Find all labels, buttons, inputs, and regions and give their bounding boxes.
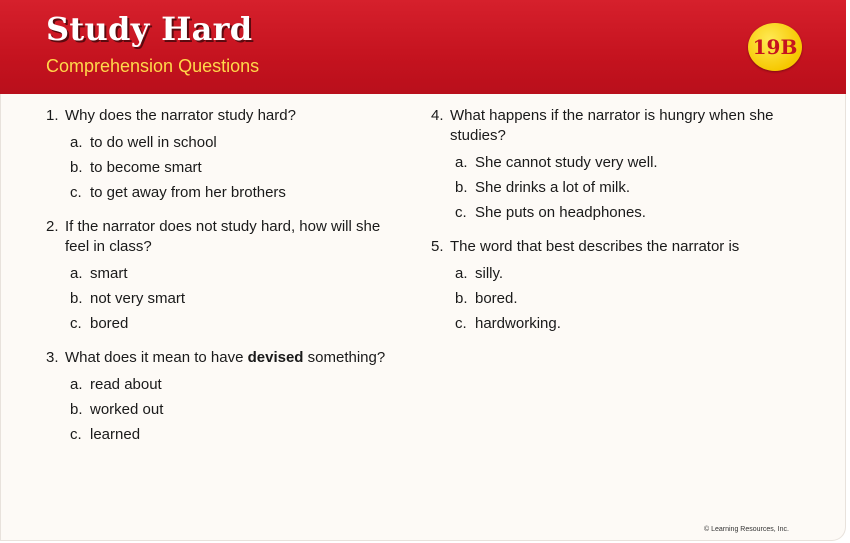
option-letter: a.: [70, 134, 83, 151]
option-letter: a.: [455, 154, 468, 171]
card-header: [0, 0, 846, 94]
option-text: silly.: [475, 265, 504, 282]
card-number-badge: 19B: [748, 23, 802, 71]
option-text: to become smart: [90, 159, 202, 176]
option-letter: b.: [70, 401, 83, 418]
right-column: [431, 106, 806, 348]
question-text: What happens if the narrator is hungry when she studies?: [450, 107, 774, 144]
option-text: smart: [90, 265, 128, 282]
left-column: [46, 106, 406, 459]
vocabulary-word: devised: [247, 349, 304, 366]
option-letter: c.: [455, 204, 467, 221]
option-letter: c.: [455, 315, 467, 332]
question-number: 3.: [46, 349, 59, 366]
answer-option: [455, 200, 806, 225]
option-text: bored: [90, 315, 129, 332]
answer-option: [70, 311, 406, 336]
option-text: worked out: [90, 401, 164, 418]
answer-option: [70, 397, 406, 422]
question-2: [46, 217, 406, 336]
option-text: She cannot study very well.: [475, 154, 658, 171]
question-number: 1.: [46, 107, 59, 124]
option-letter: b.: [455, 179, 468, 196]
option-letter: a.: [455, 265, 468, 282]
option-text: to get away from her brothers: [90, 184, 286, 201]
answer-option: [455, 175, 806, 200]
question-3: [46, 348, 406, 447]
answer-option: [70, 261, 406, 286]
answer-option: [70, 422, 406, 447]
option-text: bored.: [475, 290, 518, 307]
question-1: [46, 106, 406, 205]
copyright-notice: © Learning Resources, Inc.: [704, 526, 789, 533]
question-text: [65, 348, 406, 368]
option-text: not very smart: [90, 290, 186, 307]
answer-option: [455, 311, 806, 336]
question-text-start: What does it mean to have: [65, 349, 248, 366]
option-text: read about: [90, 376, 162, 393]
question-number: 5.: [431, 238, 444, 255]
question-text: Why does the narrator study hard?: [65, 107, 296, 124]
option-text: to do well in school: [90, 134, 217, 151]
option-text: hardworking.: [475, 315, 561, 332]
option-text: She drinks a lot of milk.: [475, 179, 631, 196]
option-letter: b.: [70, 290, 83, 307]
answer-option: [70, 130, 406, 155]
option-letter: b.: [70, 159, 83, 176]
option-letter: b.: [455, 290, 468, 307]
option-letter: c.: [70, 184, 82, 201]
question-number: 4.: [431, 107, 444, 124]
answer-option: [70, 155, 406, 180]
option-letter: a.: [70, 376, 83, 393]
option-text: She puts on headphones.: [475, 204, 646, 221]
question-4: [431, 106, 806, 225]
question-5: [431, 237, 806, 336]
question-number: 2.: [46, 218, 59, 235]
answer-option: [455, 150, 806, 175]
answer-option: [70, 286, 406, 311]
question-text: The word that best describes the narrator is: [450, 238, 740, 255]
option-text: learned: [90, 426, 141, 443]
card-subtitle: Comprehension Questions: [46, 56, 260, 76]
answer-option: [455, 286, 806, 311]
option-letter: c.: [70, 426, 82, 443]
answer-option: [70, 372, 406, 397]
question-text-end: something?: [303, 349, 386, 366]
question-text: If the narrator does not study hard, how will she feel in class?: [65, 218, 381, 255]
option-letter: c.: [70, 315, 82, 332]
answer-option: [455, 261, 806, 286]
option-letter: a.: [70, 265, 83, 282]
answer-option: [70, 180, 406, 205]
card-title: Study Hard: [46, 10, 253, 48]
